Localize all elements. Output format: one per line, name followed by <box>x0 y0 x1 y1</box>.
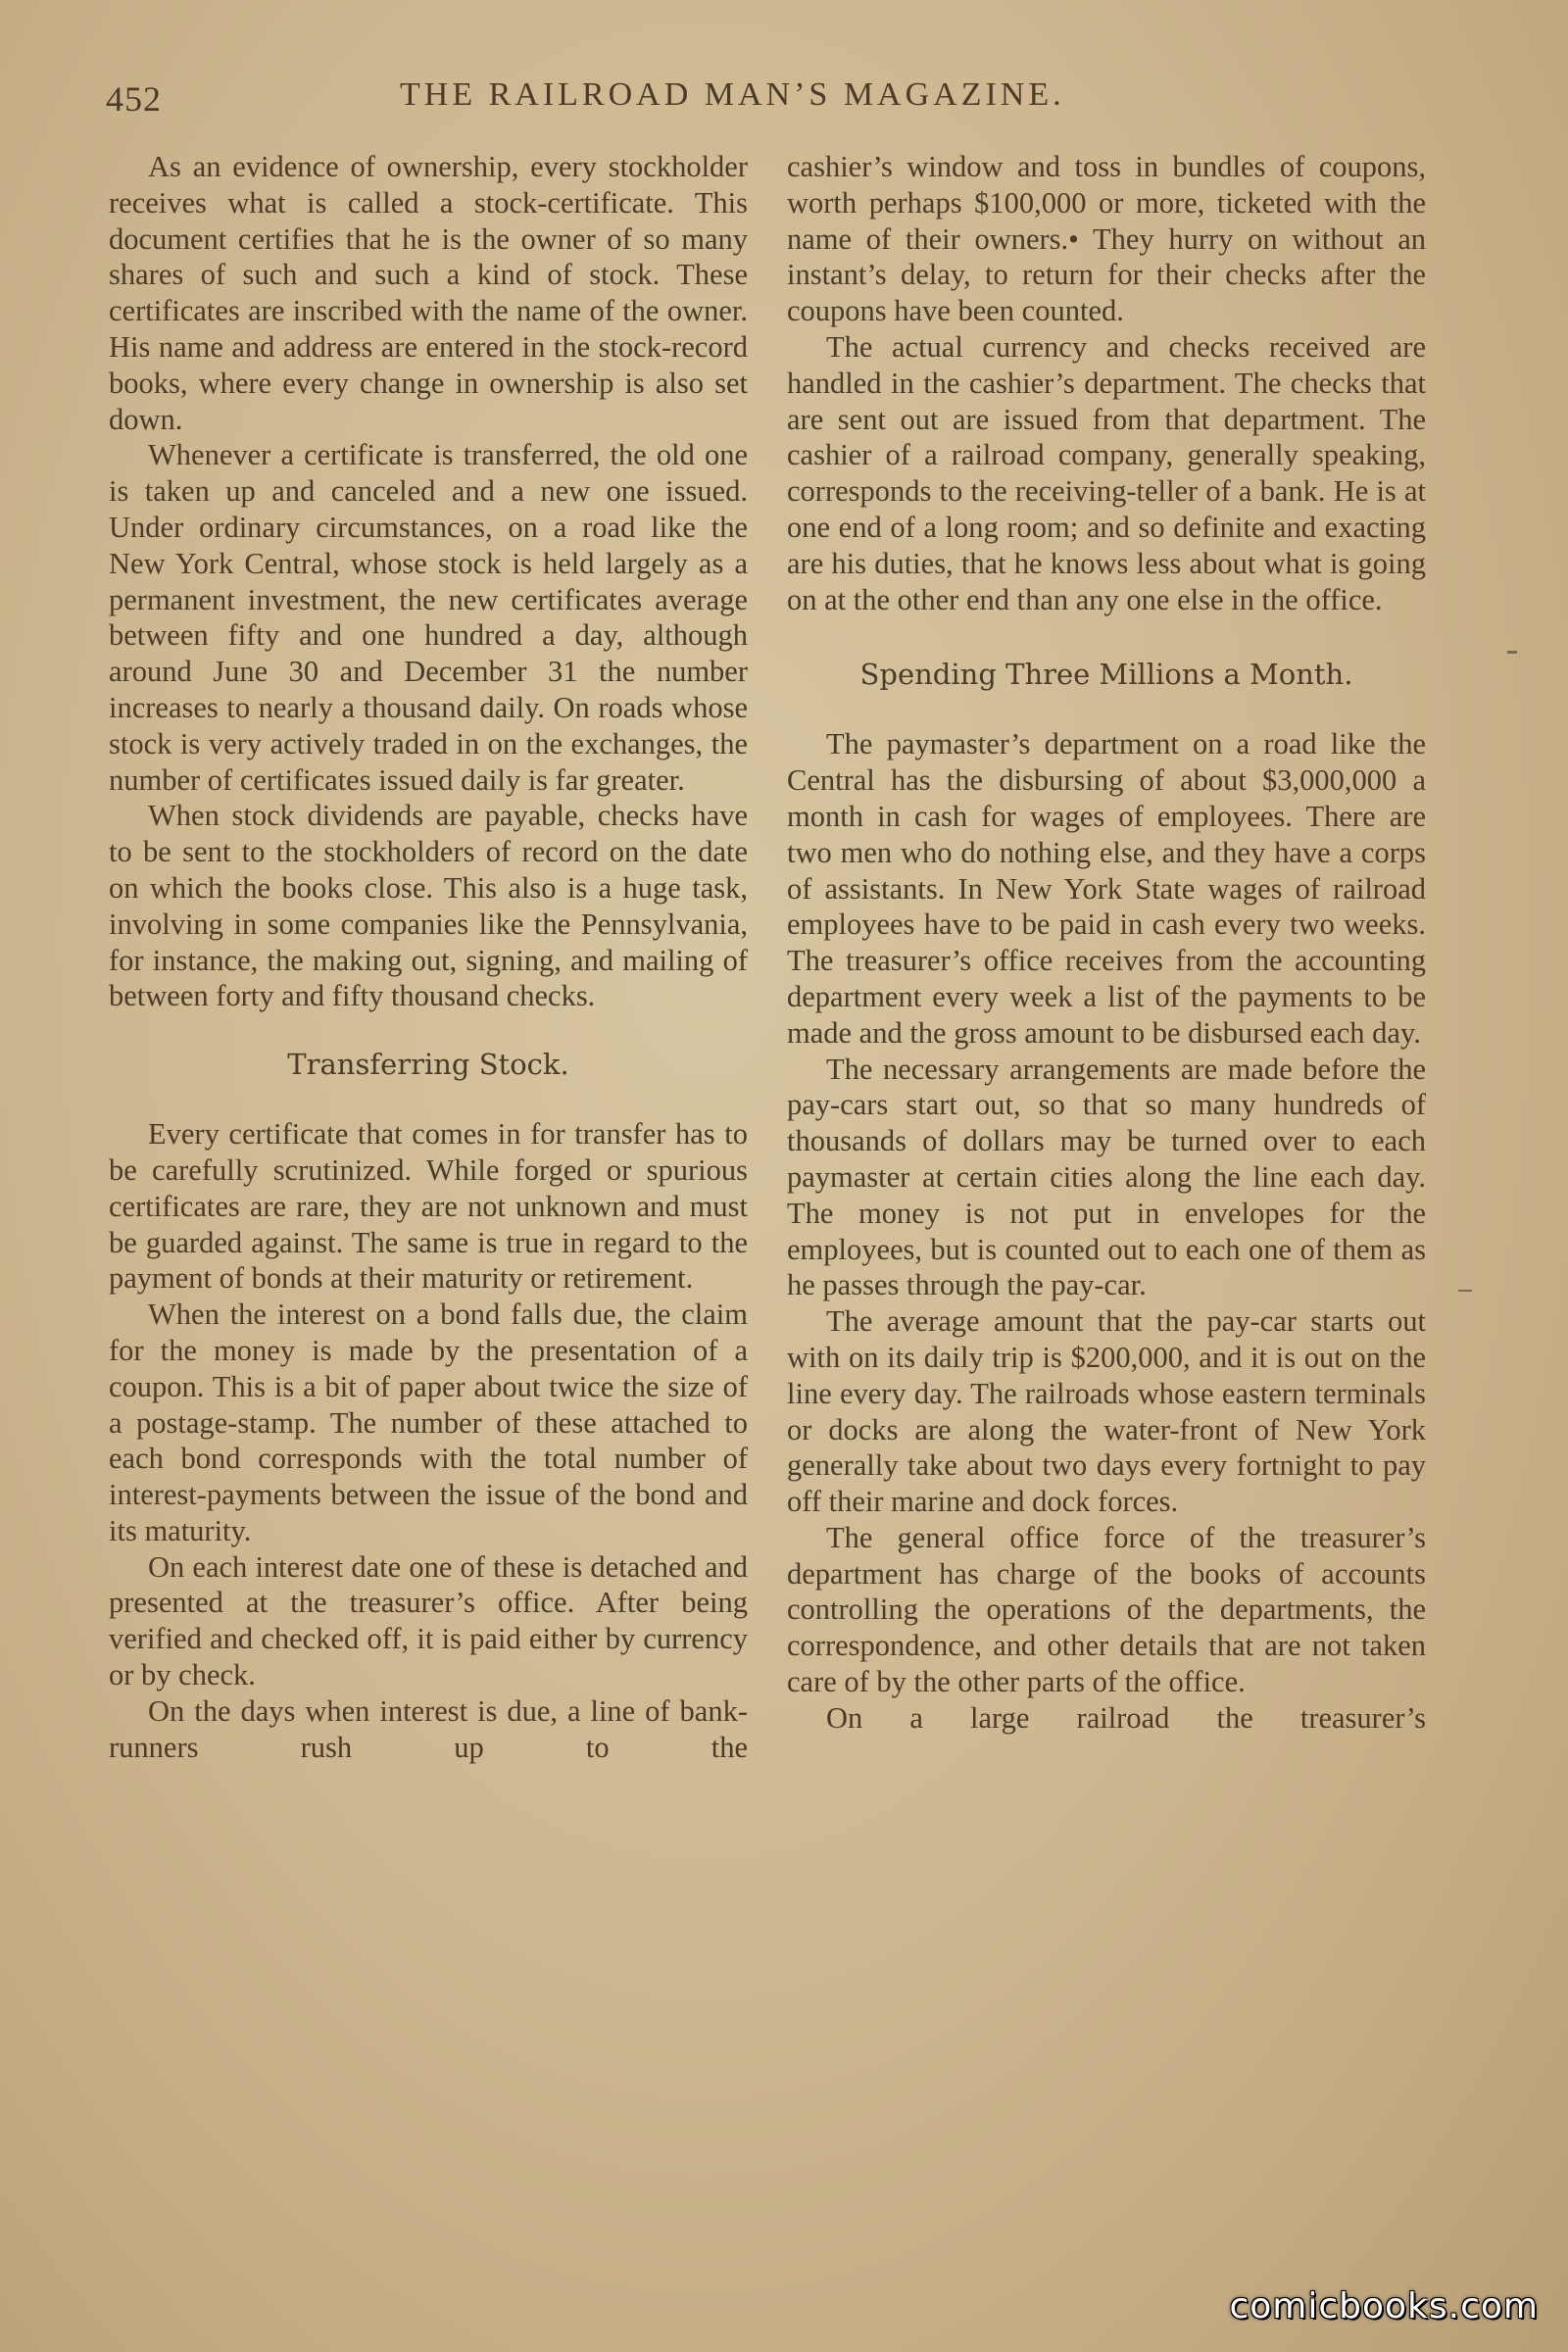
paragraph: The average amount that the pay-car starts out with on its daily trip is $200,000, and it is out on the line every day. The railroads whose eastern terminals or docks are along the water-front of New York generally take about two days every fortnight to pay off their marine and dock forces. <box>787 1304 1426 1519</box>
paragraph: cashier’s window and toss in bundles of coupons, worth perhaps $100,000 or more, ticketed with the name of their owners.• They hurry on without an instant’s delay, to return for their checks after the coupons have been counted. <box>787 150 1426 328</box>
paragraph: The actual currency and checks received are handled in the cashier’s department. The checks that are sent out are issued from that department. The cashier of a railroad company, generally speaking, corresponds to the receiving-teller of a bank. He is at one end of a long room; and so definite and exacting are his duties, that he knows less about what is going on at the other end than any one else in the office. <box>787 329 1426 616</box>
margin-mark <box>1458 1290 1472 1292</box>
paragraph: Every certificate that comes in for transfer has to be carefully scrutinized. While forged or spurious certificates are rare, they are not unknown and must be guarded against. The same is true in regard to the payment of bonds at their maturity or retirement. <box>109 1117 748 1296</box>
magazine-title: THE RAILROAD MAN’S MAGAZINE. <box>400 76 1065 113</box>
paragraph: As an evidence of ownership, every stockholder receives what is called a stock-certificate. This document certifies that he is the owner of so many shares of such and such a kind of stock. These certificates are inscribed with the name of the owner. His name and address are entered in the stock-record books, where every change in ownership is also set down. <box>109 150 748 436</box>
right-column <box>787 149 1426 1737</box>
section-heading: Transferring Stock. <box>287 1048 569 1082</box>
paragraph: The paymaster’s department on a road like the Central has the disbursing of about $3,000,000 a month in cash for wages of employees. There are two men who do nothing else, and they have a corps of assistants. In New York State wages of railroad employees have to be paid in cash every two weeks. The treasurer’s office receives from the accounting department every week a list of the payments to be made and the gross amount to be disbursed each day. <box>787 727 1426 1050</box>
paragraph: When stock dividends are payable, checks have to be sent to the stockholders of record on the date on which the books close. This also is a huge task, involving in some companies like the Pennsylvania, for instance, the making out, signing, and mailing of between forty and fifty thousand checks. <box>109 799 748 1013</box>
paragraph: When the interest on a bond falls due, the claim for the money is made by the presentation of a coupon. This is a bit of paper about twice the size of a postage-stamp. The number of these attached to each bond corresponds with the total number of interest-payments between the issue of the bond and its maturity. <box>109 1298 748 1547</box>
paragraph: On each interest date one of these is detached and presented at the treasurer’s office. After being verified and checked off, it is paid either by currency or by check. <box>109 1549 748 1692</box>
paragraph: On the days when interest is due, a line of bank-runners rush up to the <box>109 1693 748 1764</box>
paragraph: The general office force of the treasurer’s department has charge of the books of accounts controlling the operations of the departments, the correspondence, and other details that are not taken care of by the other parts of the office. <box>787 1520 1426 1699</box>
page-header <box>106 73 1450 122</box>
margin-mark <box>1507 651 1517 654</box>
watermark-logo: comicbooks.com <box>1229 2286 1539 2327</box>
left-column <box>109 149 748 1765</box>
paragraph: The necessary arrangements are made before the pay-cars start out, so that so many hundreds of thousands of dollars may be turned over to each paymaster at certain cities along the line each day. The money is not put in envelopes for the employees, but is counted out to each one of them as he passes through the pay-car. <box>787 1052 1426 1302</box>
section-heading: Spending Three Millions a Month. <box>859 658 1353 692</box>
paragraph: On a large railroad the treasurer’s <box>826 1700 1426 1735</box>
paragraph: Whenever a certificate is transferred, the old one is taken up and canceled and a new one issued. Under ordinary circumstances, on a road like the New York Central, whose stock is held largely as a permanent investment, the new certificates average between fifty and one hundred a day, although around June 30 and December 31 the number increases to nearly a thousand daily. On roads whose stock is very actively traded in on the exchanges, the number of certificates issued daily is far greater. <box>109 438 748 797</box>
page-number: 452 <box>106 79 162 119</box>
